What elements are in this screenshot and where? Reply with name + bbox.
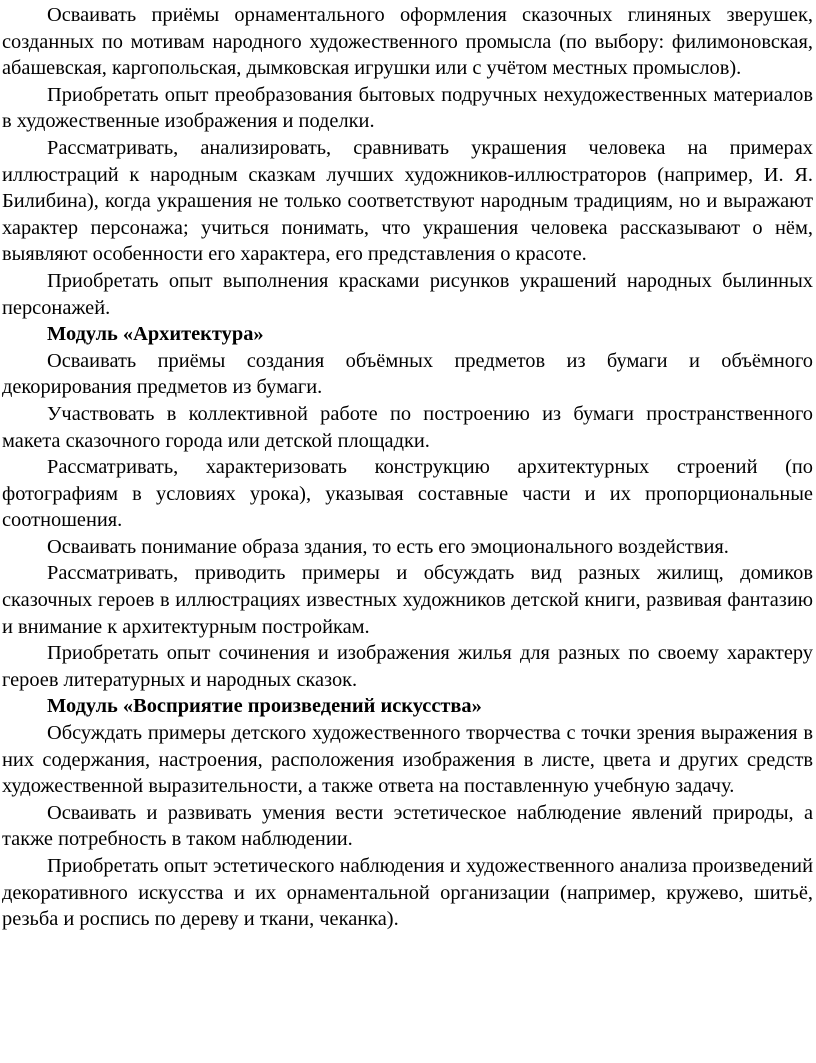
paragraph-building-image: Осваивать понимание образа здания, то есть его эмоционального воздействия. (47, 535, 729, 558)
paragraph-nature-observation: Осваивать и развивать умения вести эстетическое наблюдение явлений природы, а также потребность в таком наблюдении. (2, 801, 813, 851)
paragraph-building-construction: Рассматривать, характеризовать конструкцию архитектурных строений (по фотографиям в условиях урока), указывая составные части и их пропорциональные соотношения. (2, 456, 813, 532)
paragraph-epic-characters: Приобретать опыт выполнения красками рисунков украшений народных былинных персонажей. (2, 269, 813, 319)
paragraph-decorations-illustrations: Рассматривать, анализировать, сравнивать украшения человека на примерах иллюстраций к народным сказкам лучших художников-иллюстраторов (например, И. Я. Билибина), когда украшения не только соответствуют народным традициям, но и выражают характер персонажа; учиться понимать, что украшения человека рассказывают о нём, выявляют особенности его характера, его представления о красоте. (2, 136, 813, 266)
section-heading-art-perception: Модуль «Восприятие произведений искусства» (47, 695, 482, 718)
paragraph-collective-model: Участвовать в коллективной работе по построению из бумаги пространственного макета сказочного города или детской площадки. (2, 402, 813, 452)
paragraph-household-materials: Приобретать опыт преобразования бытовых подручных нехудожественных материалов в художественные изображения и поделки. (2, 83, 813, 133)
paragraph-paper-objects: Осваивать приёмы создания объёмных предметов из бумаги и объёмного декорирования предметов из бумаги. (2, 349, 813, 399)
paragraph-hero-housing: Приобретать опыт сочинения и изображения жилья для разных по своему характеру героев литературных и народных сказок. (2, 642, 813, 691)
section-heading-architecture: Модуль «Архитектура» (47, 323, 264, 346)
paragraph-ornament-toys: Осваивать приёмы орнаментального оформления сказочных глиняных зверушек, созданных по мотивам народного художественного промысла (по выбору: филимоновская, абашевская, каргопольская, дымковская игрушки или с учётом местных промыслов). (2, 4, 813, 80)
paragraph-decorative-analysis: Приобретать опыт эстетического наблюдения и художественного анализа произведений декоративного искусства и их орнаментальной организации (например, кружево, шитьё, резьба и роспись по дереву и ткани, чеканка). (2, 855, 813, 931)
paragraph-children-creativity: Обсуждать примеры детского художественного творчества с точки зрения выражения в них содержания, настроения, расположения изображения в листе, цвета и других средств художественной выразительности, а также ответа на поставленную учебную задачу. (2, 722, 813, 798)
paragraph-fairy-dwellings: Рассматривать, приводить примеры и обсуждать вид разных жилищ, домиков сказочных героев в иллюстрациях известных художников детской книги, развивая фантазию и внимание к архитектурным постройкам. (2, 562, 813, 638)
